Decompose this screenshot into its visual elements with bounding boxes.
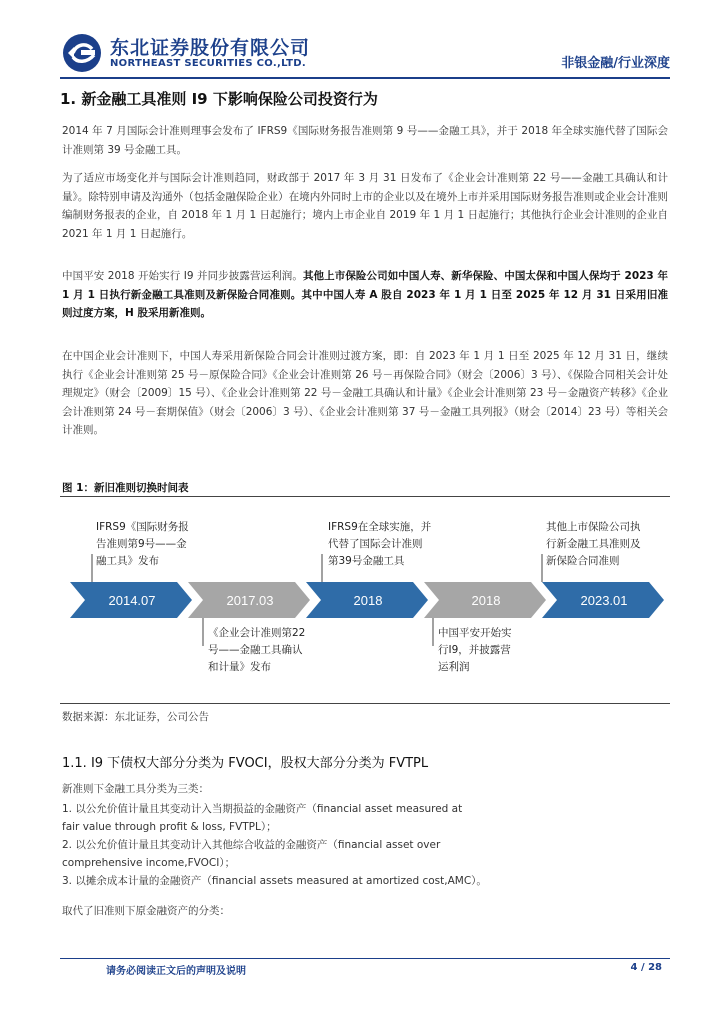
- paragraph-2: 为了适应市场变化并与国际会计准则趋同，财政部于 2017 年 3 月 31 日发布了《企业会计准则第 22 号——金融工具确认和计量》。除特别申请及沟通外（包括金融保险企业）在境内外同时上市的企业以及在境外上市并采用国际财务报告准则或企业会计准则编制财务报表的企业，自 2018 年 1 月 1 日起施行；境内上市企业自 2019 年 1 月 1 日起施行；其他执行企业会计准则的企业自 2021 年 1 月 1 日起施行。: [62, 172, 668, 240]
- note-5-line-2: 行新金融工具准则及: [546, 538, 641, 550]
- company-logo-icon: [62, 33, 102, 73]
- note-4-line-1: 中国平安开始实: [438, 627, 512, 639]
- note-3-line-3: 第39号金融工具: [328, 555, 405, 567]
- list-outro: 取代了旧准则下原金融资产的分类：: [62, 905, 230, 917]
- list-intro: 新准则下金融工具分类为三类：: [62, 783, 209, 795]
- list-item-2b: comprehensive income,FVOCI）；: [62, 857, 236, 869]
- disclaimer-note: 请务必阅读正文后的声明及说明: [106, 966, 246, 977]
- paragraph-3: [62, 267, 668, 323]
- page-number: 4 / 28: [630, 962, 662, 973]
- timeline-diagram: [60, 500, 670, 700]
- note-1-line-2: 告准则第9号——金: [96, 538, 187, 550]
- list-item-1b: fair value through profit & loss, FVTPL）；: [62, 821, 277, 833]
- paragraph-3-normal: 中国平安 2018 开始实行 I9 并同步披露营运利润。: [62, 270, 303, 282]
- report-type: 非银金融/行业深度: [561, 56, 670, 71]
- note-4-line-3: 运利润: [438, 661, 470, 673]
- list-item-2a: 2. 以公允价值计量且其变动计入其他综合收益的金融资产（financial asset over: [62, 839, 441, 851]
- note-2-line-1: 《企业会计准则第22: [208, 627, 306, 639]
- footer-divider: [60, 958, 670, 959]
- arrow-label-3: 2018: [353, 593, 383, 608]
- note-4-line-2: 行I9，并披露营: [438, 644, 511, 656]
- note-2-line-2: 号——金融工具确认: [208, 644, 303, 656]
- figure-top-rule: [60, 496, 670, 497]
- paragraph-3-bold: 其他上市保险公司如中国人寿、新华保险、中国太保和中国人保均于 2023 年 1 月 1 日执行新金融工具准则及新保险合同准则。其中中国人寿 A 股自 2023 年 1 月 1 日至 2025 年 12 月 31 日采用旧准则过度方案，H 股采用新准则。: [62, 270, 668, 319]
- note-5-line-3: 新保险合同准则: [546, 555, 620, 567]
- note-2-line-3: 和计量》发布: [208, 661, 271, 673]
- header-divider: [60, 77, 670, 79]
- note-3-line-2: 代替了国际会计准则: [328, 538, 423, 550]
- paragraph-4: 在中国企业会计准则下，中国人寿采用新保险合同会计准则过渡方案，即：自 2023 年 1 月 1 日至 2025 年 12 月 31 日，继续执行《企业会计准则第 25 号－原保险合同》《企业会计准则第 26 号－再保险合同》（财会〔2006〕3 号）、《保险合同相关会计处理规定》（财会〔2009〕15 号）、《企业会计准则第 22 号－金融工具确认和计量》《企业会计准则第 23 号－金融资产转移》《企业会计准则第 24 号－套期保值》（财会〔2006〕3 号）、《企业会计准则第 37 号－金融工具列报》（财会〔2014〕23 号）等相关会计准则。: [62, 350, 668, 436]
- arrow-label-5: 2023.01: [580, 593, 628, 608]
- note-3-line-1: IFRS9在全球实施，并: [328, 521, 432, 533]
- note-1-line-3: 融工具》发布: [96, 555, 159, 567]
- list-item-3: 3. 以摊余成本计量的金融资产（financial assets measured at amortized cost,AMC）。: [62, 875, 487, 887]
- section-title: 1. 新金融工具准则 I9 下影响保险公司投资行为: [60, 90, 378, 108]
- note-5-line-1: 其他上市保险公司执: [546, 521, 641, 533]
- arrow-label-4: 2018: [471, 593, 501, 608]
- paragraph-1: 2014 年 7 月国际会计准则理事会发布了 IFRS9《国际财务报告准则第 9 号——金融工具》，并于 2018 年全球实施代替了国际会计准则第 39 号金融工具。: [62, 125, 668, 156]
- figure-bottom-rule: [60, 703, 670, 704]
- company-name-en: NORTHEAST SECURITIES CO.,LTD.: [110, 58, 306, 69]
- figure-source: 数据来源：东北证券，公司公告: [62, 711, 209, 723]
- figure-title: 图 1：新旧准则切换时间表: [62, 482, 189, 494]
- page-header: [60, 30, 670, 78]
- note-1-line-1: IFRS9《国际财务报: [96, 521, 189, 533]
- company-name-cn: 东北证券股份有限公司: [110, 37, 311, 59]
- subsection-title: 1.1. I9 下债权大部分分类为 FVOCI，股权大部分分类为 FVTPL: [62, 756, 429, 771]
- arrow-label-2: 2017.03: [226, 593, 274, 608]
- arrow-label-1: 2014.07: [108, 593, 156, 608]
- list-item-1a: 1. 以公允价值计量且其变动计入当期损益的金融资产（financial asset measured at: [62, 803, 463, 815]
